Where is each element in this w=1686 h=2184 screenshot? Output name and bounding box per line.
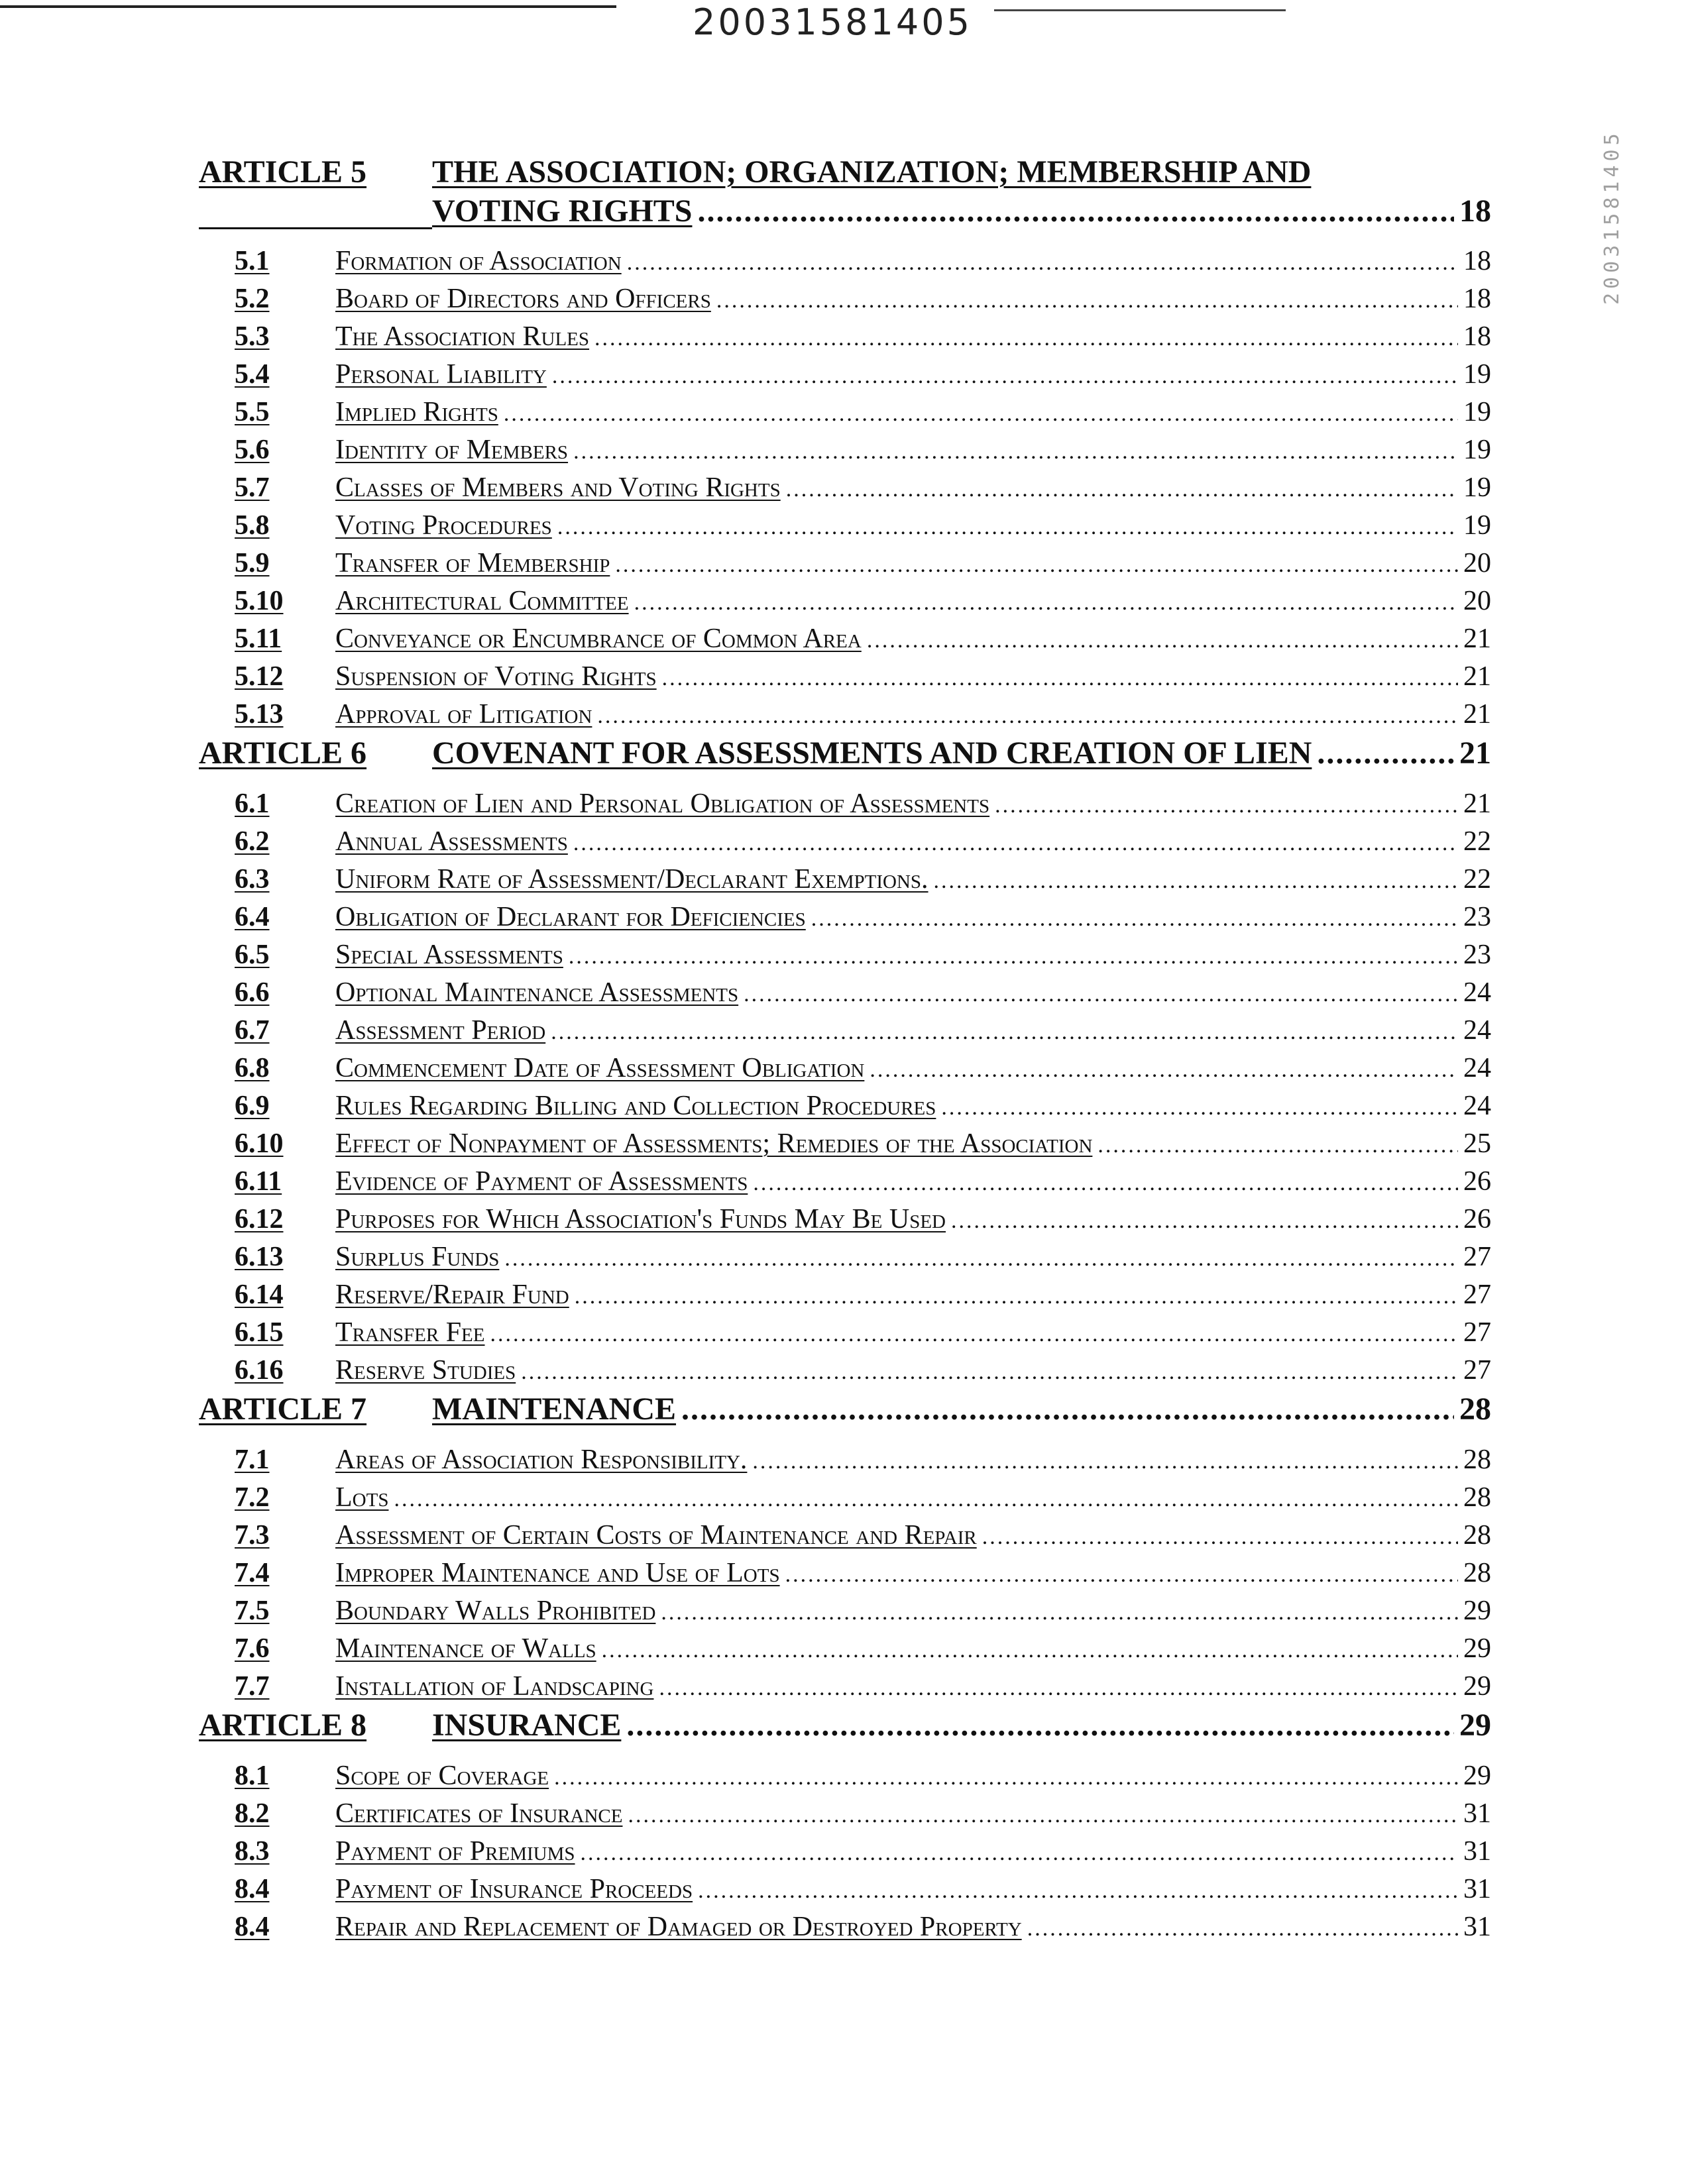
section-number: 6.10 — [235, 1128, 284, 1159]
section-title: Payment of Premiums — [335, 1836, 575, 1867]
section-page-number: 26 — [1463, 1166, 1491, 1197]
section-page-number: 21 — [1463, 789, 1491, 819]
dot-leader — [552, 357, 1458, 395]
side-stamp: 20031581405 — [1601, 129, 1624, 305]
toc-entry[interactable] — [199, 507, 1491, 545]
toc-entry[interactable] — [199, 1087, 1491, 1125]
section-number: 5.11 — [235, 624, 282, 654]
dot-leader — [698, 1872, 1458, 1910]
section-page-number: 23 — [1463, 940, 1491, 970]
section-page-number: 28 — [1463, 1520, 1491, 1551]
toc-entry[interactable] — [199, 1163, 1491, 1201]
article-heading[interactable] — [199, 1706, 1491, 1745]
toc-entry[interactable] — [199, 1125, 1491, 1163]
dot-leader — [573, 433, 1458, 470]
section-title: Implied Rights — [335, 397, 498, 427]
section-title: Transfer Fee — [335, 1317, 485, 1348]
section-title: Boundary Walls Prohibited — [335, 1596, 656, 1626]
section-title: Rules Regarding Billing and Collection Procedures — [335, 1091, 936, 1121]
section-number: 5.4 — [235, 359, 270, 390]
toc-entry[interactable] — [199, 1276, 1491, 1314]
section-page-number: 31 — [1463, 1836, 1491, 1867]
section-title: Evidence of Payment of Assessments — [335, 1166, 748, 1197]
dot-leader — [504, 395, 1458, 433]
article-page-number: 29 — [1459, 1708, 1491, 1743]
section-page-number: 21 — [1463, 661, 1491, 692]
section-title: Obligation of Declarant for Deficiencies — [335, 902, 806, 932]
section-page-number: 27 — [1463, 1355, 1491, 1386]
section-title: Approval of Litigation — [335, 699, 592, 730]
section-number: 7.7 — [235, 1671, 270, 1702]
section-number: 5.2 — [235, 284, 270, 314]
section-number: 5.5 — [235, 397, 270, 427]
article-block — [199, 1706, 1491, 1745]
toc-entry[interactable] — [199, 785, 1491, 823]
dot-leader — [681, 1390, 1454, 1429]
toc-entry[interactable] — [199, 1592, 1491, 1630]
toc-entry[interactable] — [199, 1757, 1491, 1795]
dot-leader — [575, 1278, 1458, 1315]
section-title: Installation of Landscaping — [335, 1671, 654, 1702]
section-title: Commencement Date of Assessment Obligation — [335, 1053, 865, 1083]
toc-entry[interactable] — [199, 1050, 1491, 1087]
section-number: 6.8 — [235, 1053, 270, 1083]
article-page-number: 28 — [1459, 1392, 1491, 1427]
section-number: 7.1 — [235, 1445, 270, 1475]
section-title: Conveyance or Encumbrance of Common Area — [335, 624, 862, 654]
dot-leader — [995, 787, 1458, 824]
toc-entry[interactable] — [199, 1201, 1491, 1238]
section-page-number: 25 — [1463, 1128, 1491, 1159]
section-title: Purposes for Which Association's Funds May Be Used — [335, 1204, 946, 1234]
toc-entry[interactable] — [199, 1630, 1491, 1668]
section-number: 5.10 — [235, 586, 284, 616]
toc-entry[interactable] — [199, 620, 1491, 658]
section-title: Scope of Coverage — [335, 1761, 549, 1791]
toc-entry[interactable] — [199, 469, 1491, 507]
section-title: Classes of Members and Voting Rights — [335, 472, 781, 503]
toc-entry[interactable] — [199, 243, 1491, 280]
dot-leader — [573, 824, 1458, 862]
section-title: Architectural Committee — [335, 586, 629, 616]
toc-entry[interactable] — [199, 1479, 1491, 1517]
section-number: 5.8 — [235, 510, 270, 541]
dot-leader — [716, 282, 1458, 319]
section-page-number: 24 — [1463, 1091, 1491, 1121]
section-page-number: 22 — [1463, 864, 1491, 895]
toc-entry[interactable] — [199, 280, 1491, 318]
section-number: 7.2 — [235, 1482, 270, 1513]
toc-entry[interactable] — [199, 1871, 1491, 1908]
section-number: 7.4 — [235, 1558, 270, 1588]
section-title: Assessment Period — [335, 1015, 546, 1046]
section-number: 6.7 — [235, 1015, 270, 1046]
section-number: 6.15 — [235, 1317, 284, 1348]
section-title: Identity of Members — [335, 435, 569, 465]
section-page-number: 18 — [1463, 246, 1491, 276]
section-page-number: 27 — [1463, 1280, 1491, 1310]
section-page-number: 28 — [1463, 1445, 1491, 1475]
section-title: Creation of Lien and Personal Obligation of Assessments — [335, 789, 990, 819]
article-title-continued[interactable] — [199, 192, 1491, 231]
section-number: 5.9 — [235, 548, 270, 578]
section-number: 8.2 — [235, 1798, 270, 1829]
toc-entry[interactable] — [199, 861, 1491, 899]
section-number: 6.11 — [235, 1166, 282, 1197]
dot-leader — [697, 192, 1454, 231]
section-number: 8.4 — [235, 1874, 270, 1904]
dot-leader — [628, 1796, 1458, 1834]
article-page-number: 21 — [1459, 736, 1491, 771]
section-page-number: 21 — [1463, 699, 1491, 730]
dot-leader — [870, 1051, 1458, 1089]
toc-entry[interactable] — [199, 1908, 1491, 1946]
section-title: Uniform Rate of Assessment/Declarant Exemptions. — [335, 864, 928, 895]
dot-leader — [602, 1631, 1458, 1669]
section-number: 6.12 — [235, 1204, 284, 1234]
article-heading[interactable] — [199, 152, 1491, 192]
table-of-contents — [199, 152, 1491, 1946]
dot-leader — [752, 1443, 1458, 1480]
toc-entry[interactable] — [199, 1238, 1491, 1276]
section-page-number: 28 — [1463, 1482, 1491, 1513]
section-title: Formation of Association — [335, 246, 622, 276]
section-page-number: 18 — [1463, 284, 1491, 314]
toc-entry[interactable] — [199, 1441, 1491, 1479]
section-number: 5.12 — [235, 661, 284, 692]
dot-leader — [504, 1240, 1458, 1278]
section-number: 6.1 — [235, 789, 270, 819]
top-rule-right — [994, 9, 1286, 11]
dot-leader — [569, 938, 1458, 975]
section-page-number: 24 — [1463, 1053, 1491, 1083]
toc-entry[interactable] — [199, 696, 1491, 734]
toc-entry[interactable] — [199, 1012, 1491, 1050]
toc-entry[interactable] — [199, 1314, 1491, 1352]
section-page-number: 31 — [1463, 1874, 1491, 1904]
section-page-number: 21 — [1463, 624, 1491, 654]
toc-entry[interactable] — [199, 658, 1491, 696]
section-page-number: 19 — [1463, 359, 1491, 390]
section-number: 6.9 — [235, 1091, 270, 1121]
section-page-number: 19 — [1463, 397, 1491, 427]
toc-entry[interactable] — [199, 974, 1491, 1012]
section-title: Optional Maintenance Assessments — [335, 977, 739, 1008]
article-title: THE ASSOCIATION; ORGANIZATION; MEMBERSHIP AND — [432, 154, 1312, 190]
section-number: 6.13 — [235, 1242, 284, 1272]
section-number: 5.1 — [235, 246, 270, 276]
section-number: 5.3 — [235, 321, 270, 352]
section-page-number: 29 — [1463, 1761, 1491, 1791]
toc-entry[interactable] — [199, 1517, 1491, 1555]
dot-leader — [786, 470, 1458, 508]
section-page-number: 20 — [1463, 586, 1491, 616]
section-page-number: 19 — [1463, 510, 1491, 541]
article-label: ARTICLE 5 — [199, 154, 367, 190]
dot-leader — [557, 508, 1458, 546]
article-title: INSURANCE — [432, 1708, 622, 1743]
dot-leader — [551, 1013, 1458, 1051]
article-title-line2: VOTING RIGHTS — [432, 193, 693, 229]
section-title: Transfer of Membership — [335, 548, 610, 578]
dot-leader — [934, 862, 1458, 900]
dot-leader — [394, 1480, 1458, 1518]
section-number: 6.16 — [235, 1355, 284, 1386]
dot-leader — [662, 659, 1458, 697]
section-page-number: 31 — [1463, 1798, 1491, 1829]
article-label: ARTICLE 8 — [199, 1708, 367, 1743]
section-page-number: 20 — [1463, 548, 1491, 578]
section-page-number: 22 — [1463, 826, 1491, 857]
section-number: 8.3 — [235, 1836, 270, 1867]
section-page-number: 19 — [1463, 435, 1491, 465]
dot-leader — [867, 622, 1458, 659]
dot-leader — [753, 1164, 1458, 1202]
dot-leader — [626, 1706, 1454, 1745]
section-page-number: 31 — [1463, 1912, 1491, 1942]
toc-entry[interactable] — [199, 431, 1491, 469]
section-number: 8.1 — [235, 1761, 270, 1791]
section-title: Special Assessments — [335, 940, 563, 970]
article-label: ARTICLE 7 — [199, 1392, 367, 1427]
section-page-number: 24 — [1463, 1015, 1491, 1046]
section-title: Voting Procedures — [335, 510, 552, 541]
section-title: Payment of Insurance Proceeds — [335, 1874, 693, 1904]
section-number: 5.6 — [235, 435, 270, 465]
section-title: Improper Maintenance and Use of Lots — [335, 1558, 780, 1588]
toc-entry[interactable] — [199, 1795, 1491, 1833]
dot-leader — [554, 1759, 1458, 1796]
section-number: 7.3 — [235, 1520, 270, 1551]
dot-leader — [661, 1594, 1458, 1631]
section-page-number: 28 — [1463, 1558, 1491, 1588]
section-number: 7.5 — [235, 1596, 270, 1626]
dot-leader — [597, 697, 1458, 735]
article-page-number: 18 — [1459, 193, 1491, 229]
section-number: 6.6 — [235, 977, 270, 1008]
dot-leader — [1097, 1126, 1458, 1164]
section-page-number: 27 — [1463, 1242, 1491, 1272]
dot-leader — [785, 1556, 1458, 1594]
toc-entry[interactable] — [199, 1668, 1491, 1706]
article-heading[interactable] — [199, 734, 1491, 773]
top-rule — [0, 5, 616, 8]
toc-entry[interactable] — [199, 1555, 1491, 1592]
section-page-number: 29 — [1463, 1671, 1491, 1702]
section-number: 6.4 — [235, 902, 270, 932]
toc-entry[interactable] — [199, 899, 1491, 936]
section-page-number: 26 — [1463, 1204, 1491, 1234]
article-heading[interactable] — [199, 1390, 1491, 1429]
dot-leader — [627, 244, 1458, 282]
section-title: Annual Assessments — [335, 826, 568, 857]
section-number: 5.13 — [235, 699, 284, 730]
dot-leader — [659, 1669, 1458, 1707]
section-title: Reserve Studies — [335, 1355, 516, 1386]
section-title: Effect of Nonpayment of Assessments; Remedies of the Association — [335, 1128, 1093, 1159]
section-title: Reserve/Repair Fund — [335, 1280, 569, 1310]
section-title: Areas of Association Responsibility. — [335, 1445, 748, 1475]
section-title: Lots — [335, 1482, 389, 1513]
dot-leader — [1317, 734, 1454, 773]
toc-entry[interactable] — [199, 394, 1491, 431]
article-block — [199, 1390, 1491, 1429]
section-title: Board of Directors and Officers — [335, 284, 711, 314]
section-page-number: 29 — [1463, 1596, 1491, 1626]
article-label: ARTICLE 6 — [199, 736, 367, 771]
section-title: Surplus Funds — [335, 1242, 500, 1272]
section-number: 7.6 — [235, 1633, 270, 1664]
article-title: COVENANT FOR ASSESSMENTS AND CREATION OF LIEN — [432, 736, 1312, 771]
dot-leader — [982, 1518, 1458, 1556]
toc-entry[interactable] — [199, 318, 1491, 356]
dot-leader — [615, 546, 1458, 584]
toc-entry[interactable] — [199, 1833, 1491, 1871]
section-number: 5.7 — [235, 472, 270, 503]
toc-entry[interactable] — [199, 936, 1491, 974]
toc-entry[interactable] — [199, 823, 1491, 861]
section-page-number: 19 — [1463, 472, 1491, 503]
section-number: 8.4 — [235, 1912, 270, 1942]
dot-leader — [811, 900, 1458, 938]
section-page-number: 23 — [1463, 902, 1491, 932]
toc-entry[interactable] — [199, 356, 1491, 394]
dot-leader — [744, 975, 1458, 1013]
dot-leader — [594, 319, 1458, 357]
dot-leader — [941, 1089, 1458, 1126]
section-number: 6.5 — [235, 940, 270, 970]
dot-leader — [951, 1202, 1458, 1240]
document-number: 20031581405 — [693, 1, 972, 43]
section-title: Maintenance of Walls — [335, 1633, 596, 1664]
dot-leader — [521, 1353, 1458, 1391]
dot-leader — [1027, 1910, 1458, 1947]
section-number: 6.14 — [235, 1280, 284, 1310]
section-number: 6.3 — [235, 864, 270, 895]
article-title: MAINTENANCE — [432, 1392, 677, 1427]
section-title: Repair and Replacement of Damaged or Destroyed Property — [335, 1912, 1022, 1942]
section-title: Personal Liability — [335, 359, 547, 390]
dot-leader — [634, 584, 1458, 622]
dot-leader — [581, 1834, 1458, 1872]
article-block — [199, 734, 1491, 773]
toc-entry[interactable] — [199, 1352, 1491, 1390]
section-page-number: 18 — [1463, 321, 1491, 352]
section-title: Certificates of Insurance — [335, 1798, 623, 1829]
section-page-number: 27 — [1463, 1317, 1491, 1348]
section-page-number: 24 — [1463, 977, 1491, 1008]
section-title: Assessment of Certain Costs of Maintenance and Repair — [335, 1520, 977, 1551]
section-title: The Association Rules — [335, 321, 590, 352]
section-title: Suspension of Voting Rights — [335, 661, 657, 692]
section-number: 6.2 — [235, 826, 270, 857]
dot-leader — [490, 1315, 1459, 1353]
toc-entry[interactable] — [199, 545, 1491, 582]
article-block — [199, 152, 1491, 231]
section-page-number: 29 — [1463, 1633, 1491, 1664]
toc-entry[interactable] — [199, 582, 1491, 620]
